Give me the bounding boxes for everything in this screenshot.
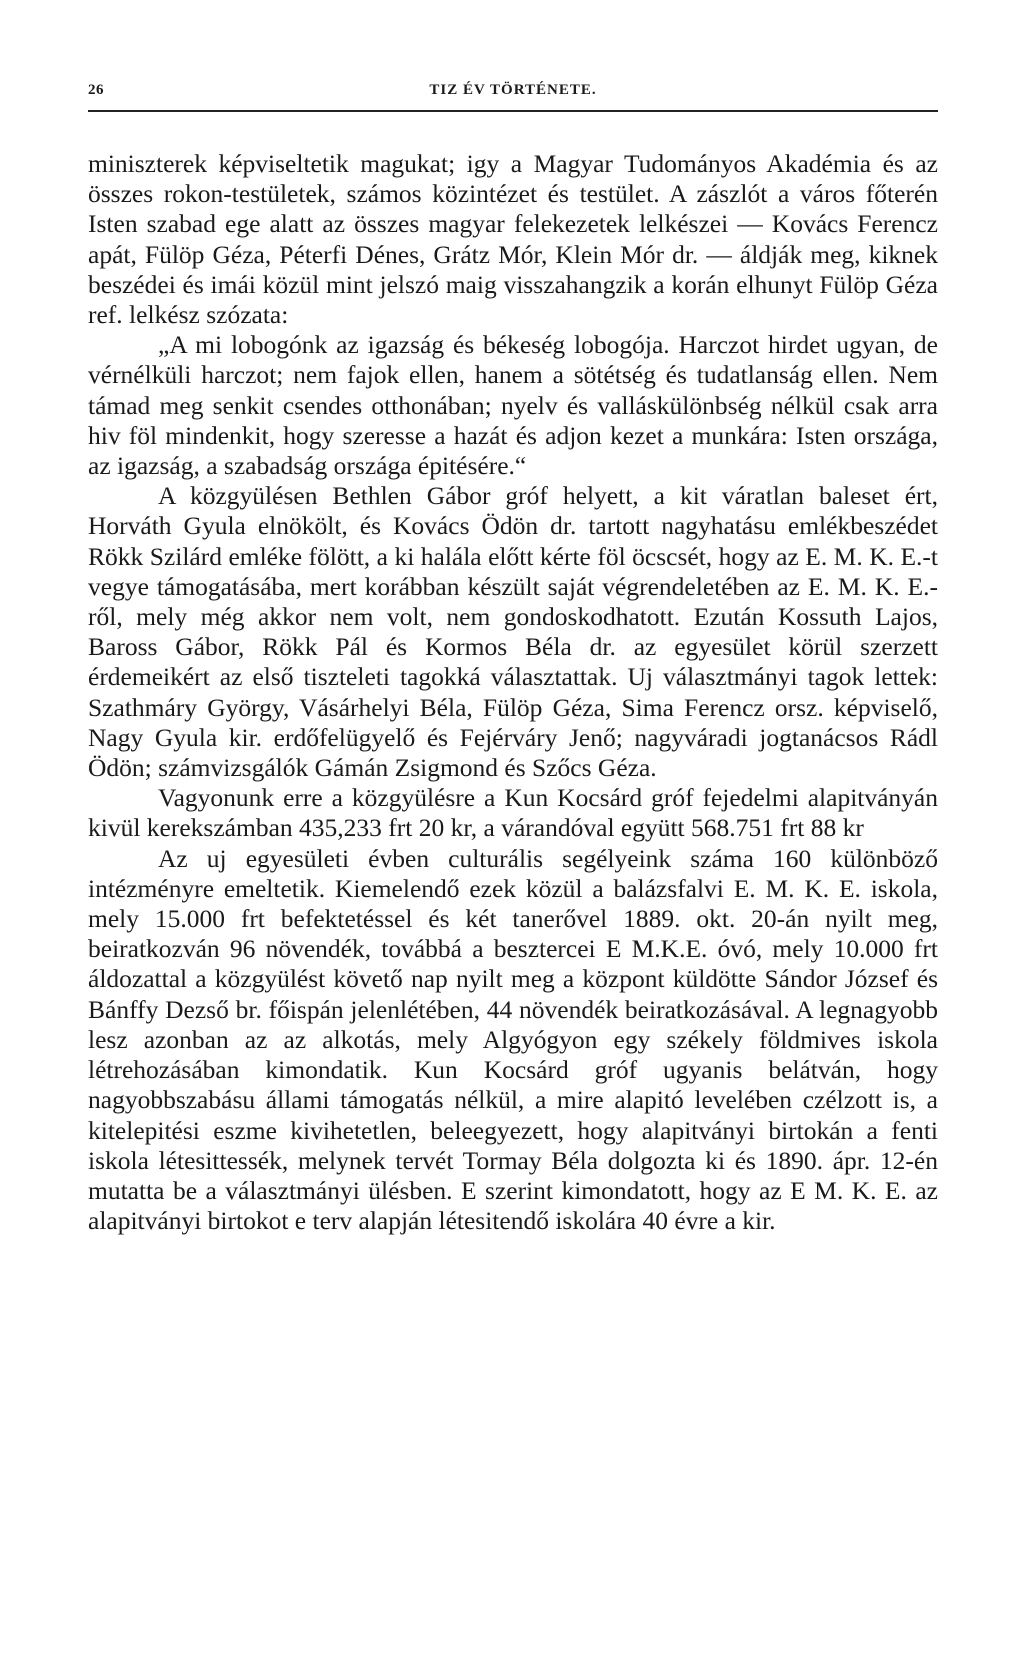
paragraph-1: miniszterek képviseltetik magukat; igy a Magyar Tudományos Akadémia és az összes rokon-testületek, számos közintézet és testület. A zászlót a város főterén Isten szabad ege alatt az összes magyar felekezetek lelkészei — Kovács Ferencz apát, Fülöp Géza, Péterfi Dénes, Grátz Mór, Klein Mór dr. — áldják meg, kiknek beszédei és imái közül mint jelszó maig visszahangzik a korán elhunyt Fülöp Géza ref. lelkész szózata: [88, 149, 938, 330]
paragraph-5: Az uj egyesületi évben culturális segélyeink száma 160 különböző intézményre emeltetik. Kiemelendő ezek közül a balázsfalvi E. M. K. E. iskola, mely 15.000 frt befektetéssel és két tanerővel 1889. okt. 20-án nyilt meg, beiratkozván 96 növendék, továbbá a besztercei E M.K.E. óvó, mely 10.000 frt áldozattal a közgyülést követő nap nyilt meg a központ küldötte Sándor József és Bánffy Dezső br. főispán jelenlétében, 44 növendék beiratkozásával. A legnagyobb lesz azonban az az alkotás, mely Algyógyon egy székely földmives iskola létrehozásában kimondatik. Kun Kocsárd gróf ugyanis belátván, hogy nagyobbszabásu állami támogatás nélkül, a mire alapitó levelében czélzott is, a kitelepitési eszme kivihetetlen, beleegyezett, hogy alapitványi birtokán a fenti iskola létesittessék, melynek tervét Tormay Béla dolgozta ki és 1890. ápr. 12-én mutatta be a választmányi ülésben. E szerint kimondatott, hogy az E M. K. E. az alapitványi birtokot e terv alapján létesitendő iskolára 40 évre a kir. [88, 843, 938, 1236]
paragraph-3: A közgyülésen Bethlen Gábor gróf helyett, a kit váratlan baleset ért, Horváth Gyula elnökölt, és Kovács Ödön dr. tartott nagyhatásu emlékbeszédet Rökk Szilárd emléke fölött, a ki halála előtt kérte föl öcscsét, hogy az E. M. K. E.-t vegye támogatásába, mert korábban készült saját végrendeletében az E. M. K. E.-ről, mely még akkor nem volt, nem gondoskodhatott. Ezután Kossuth Lajos, Baross Gábor, Rökk Pál és Kormos Béla dr. az egyesület körül szerzett érdemeikért az első tiszteleti tagokká választattak. Uj választmányi tagok lettek: Szathmáry György, Vásárhelyi Béla, Fülöp Géza, Sima Ferencz orsz. képviselő, Nagy Gyula kir. erdőfelügyelő és Fejérváry Jenő; nagyváradi jogtanácsos Rádl Ödön; számvizsgálók Gámán Zsigmond és Szőcs Géza. [88, 481, 938, 783]
paragraph-2-quote: „A mi lobogónk az igazság és békeség lobogója. Harczot hirdet ugyan, de vérnélküli harczot; nem fajok ellen, hanem a sötétség és tudatlanság ellen. Nem támad meg senkit csendes otthonában; nyelv és valláskülönbség nélkül csak arra hiv föl mindenkit, hogy szeresse a hazát és adjon kezet a munkára: Isten országa, az igazság, a szabadság országa épitésére.“ [88, 330, 938, 481]
book-page [88, 80, 938, 1236]
body-text [88, 149, 938, 1236]
page-number: 26 [88, 82, 104, 98]
paragraph-4: Vagyonunk erre a közgyülésre a Kun Kocsárd gróf fejedelmi alapitványán kivül kerekszámban 435,233 frt 20 kr, a várandóval együtt 568.751 frt 88 kr [88, 783, 938, 843]
running-head [88, 80, 938, 112]
running-title: TIZ ÉV TÖRTÉNETE. [429, 82, 597, 98]
